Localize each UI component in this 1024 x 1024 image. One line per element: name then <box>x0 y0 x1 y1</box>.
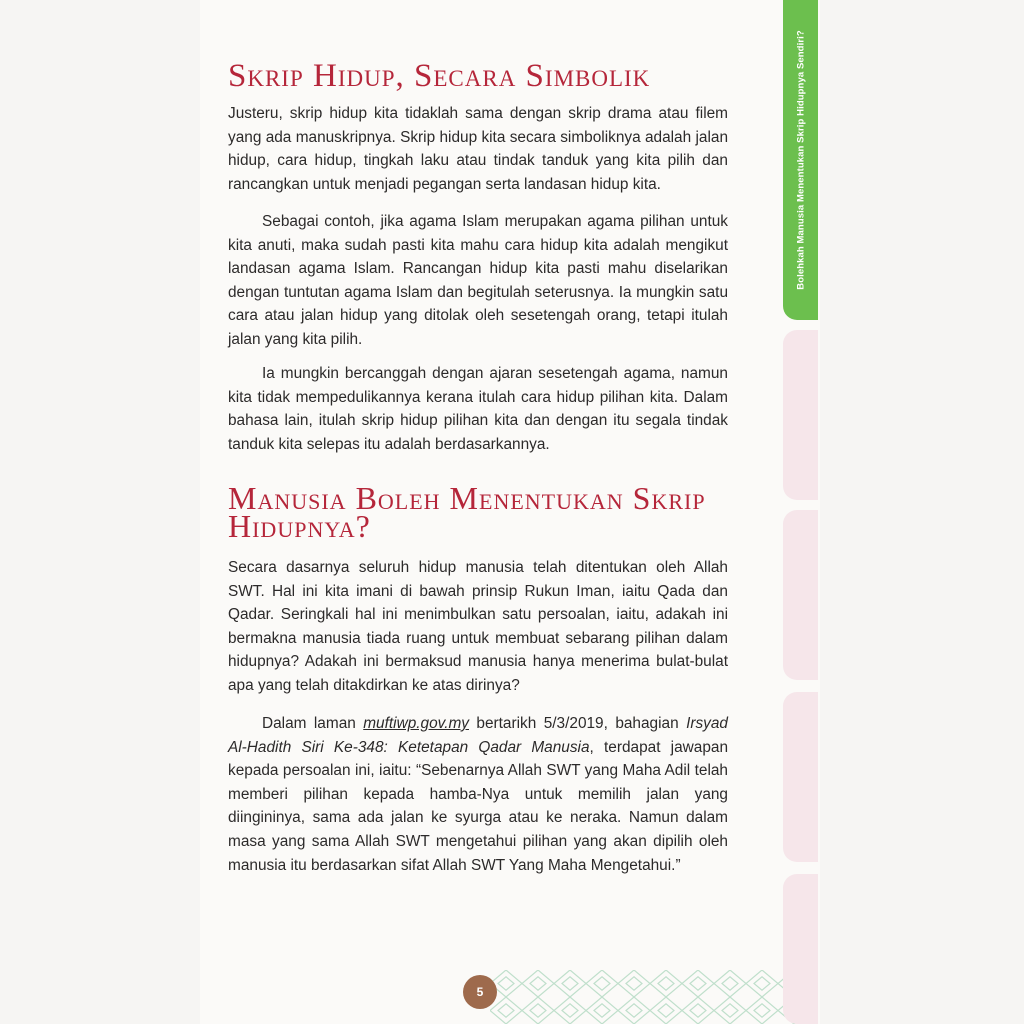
text-run: , terdapat jawapan kepada persoalan ini, iaitu: “Sebenarnya Allah SWT yang Maha Adil telah memberi pilihan kepada hamba-Nya untuk memilih jalan yang diingininya, sama ada jalan ke syurga atau ke neraka. Namun dalam masa yang sama Allah SWT mengetahui pilihan yang akan dipilih oleh manusia itu berdasarkan sifat Allah SWT Yang Maha Mengetahui.” <box>228 738 729 874</box>
paragraph: Secara dasarnya seluruh hidup manusia telah ditentukan oleh Allah SWT. Hal ini kita imani di bawah prinsip Rukun Iman, iaitu Qada dan Qadar. Seringkali hal ini menimbulkan satu persoalan, iaitu, adakah ini bermakna manusia tiada ruang untuk membuat sebarang pilihan dalam hidupnya? Adakah ini bermaksud manusia hanya menerima bulat-bulat apa yang telah ditakdirkan ke atas dirinya? <box>228 559 728 694</box>
chapter-tab[interactable] <box>783 874 818 1024</box>
source-link[interactable]: muftiwp.gov.my <box>363 715 469 732</box>
text-run: bertarikh 5/3/2019, bahagian <box>469 715 687 732</box>
text-run: Dalam laman <box>262 715 364 732</box>
paragraph: Sebagai contoh, jika agama Islam merupakan agama pilihan untuk kita anuti, maka sudah pasti kita mahu cara hidup kita adalah mengikut landasan agama Islam. Rancangan hidup kita pasti mahu diselarikan dengan tuntutan agama Islam dan begitulah seterusnya. Ia mungkin satu cara atau jalan hidup yang ditolak oleh sesetengah orang, tetapi itulah jalan yang kita pilih. <box>228 213 728 348</box>
section-heading: Skrip Hidup, Secara Simbolik <box>228 58 651 94</box>
chapter-tab[interactable] <box>783 330 818 500</box>
chapter-tab[interactable] <box>783 692 818 862</box>
paragraph: Justeru, skrip hidup kita tidaklah sama dengan skrip drama atau filem yang ada manuskripnya. Skrip hidup kita secara simboliknya adalah jalan hidup, cara hidup, tingkah laku atau tindak tanduk yang kita pilih dan rancangkan untuk menjadi pegangan serta landasan hidup kita. <box>228 105 728 193</box>
chapter-tab-label: Bolehkah Manusia Menentukan Skrip Hidupnya Sendiri? <box>795 30 806 290</box>
chapter-tab-active[interactable] <box>783 0 818 320</box>
paragraph <box>228 712 728 877</box>
chapter-tab[interactable] <box>783 510 818 680</box>
decorative-pattern <box>490 970 810 1024</box>
article-title: Irsyad Al-Hadith Siri Ke-348: Ketetapan Qadar Manusia <box>228 715 728 756</box>
paragraph: Ia mungkin bercanggah dengan ajaran sesetengah agama, namun kita tidak mempedulikannya kerana itulah cara hidup pilihan kita. Dalam bahasa lain, itulah skrip hidup pilihan kita dan dengan itu segala tindak tanduk kita selepas itu adalah berdasarkannya. <box>228 365 728 453</box>
page-number: 5 <box>463 975 497 1009</box>
section-heading: Manusia Boleh Menentukan Skrip Hidupnya? <box>228 480 706 544</box>
